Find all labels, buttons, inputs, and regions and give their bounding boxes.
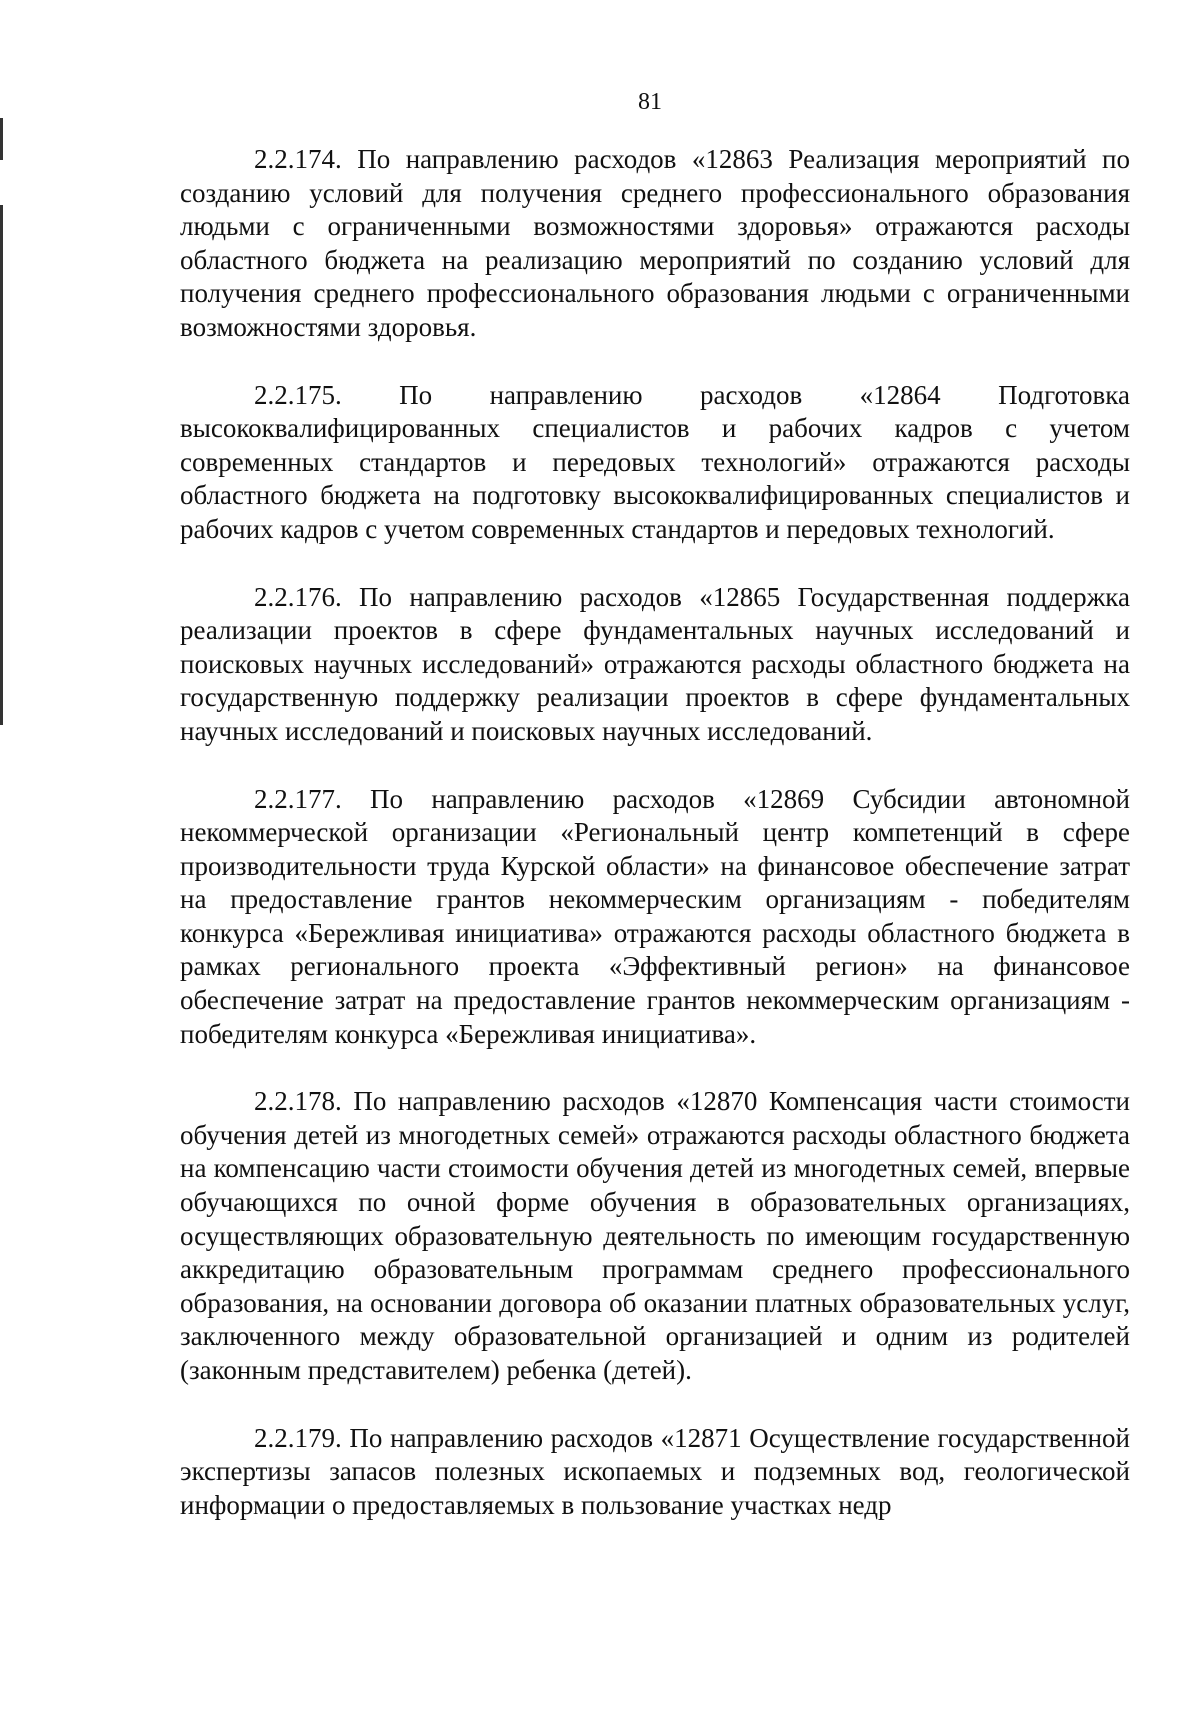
page-number: 81 bbox=[638, 89, 662, 115]
scan-edge-mark bbox=[0, 118, 3, 160]
paragraph-2-2-174: 2.2.174. По направлению расходов «12863 Реализация мероприятий по созданию условий для получения среднего профессионального образования людьми с ограниченными возможностями здоровья» отражаются расходы областного бюджета на реализацию мероприятий по созданию условий для получения среднего профессионального образования людьми с ограниченными возможностями здоровья. bbox=[180, 144, 1130, 342]
paragraph-2-2-176: 2.2.176. По направлению расходов «12865 Государственная поддержка реализации проектов в сфере фундаментальных научных исследований и поисковых научных исследований» отражаются расходы областного бюджета на государственную поддержку реализации проектов в сфере фундаментальных научных исследований и поисковых научных исследований. bbox=[180, 581, 1130, 746]
paragraph-2-2-175: 2.2.175. По направлению расходов «12864 Подготовка высококвалифицированных специалистов и рабочих кадров с учетом современных стандартов и передовых технологий» отражаются расходы областного бюджета на подготовку высококвалифицированных специалистов и рабочих кадров с учетом современных стандартов и передовых технологий. bbox=[180, 379, 1130, 544]
document-body bbox=[180, 143, 1130, 1556]
scan-edge-mark bbox=[0, 205, 3, 725]
paragraph-2-2-179: 2.2.179. По направлению расходов «12871 Осуществление государственной экспертизы запасов полезных ископаемых и подземных вод, геологической информации о предоставляемых в пользование участках недр bbox=[180, 1422, 1130, 1520]
paragraph-2-2-177: 2.2.177. По направлению расходов «12869 Субсидии автономной некоммерческой организации «Региональный центр компетенций в сфере производительности труда Курской области» на финансовое обеспечение затрат на предоставление грантов некоммерческим организациям - победителям конкурса «Бережливая инициатива» отражаются расходы областного бюджета в рамках регионального проекта «Эффективный регион» на финансовое обеспечение затрат на предоставление грантов некоммерческим организациям - победителям конкурса «Бережливая инициатива». bbox=[180, 783, 1130, 1049]
paragraph-2-2-178: 2.2.178. По направлению расходов «12870 Компенсация части стоимости обучения детей из многодетных семей» отражаются расходы областного бюджета на компенсацию части стоимости обучения детей из многодетных семей, впервые обучающихся по очной форме обучения в образовательных организациях, осуществляющих образовательную деятельность по имеющим государственную аккредитацию образовательным программам среднего профессионального образования, на основании договора об оказании платных образовательных услуг, заключенного между образовательной организацией и одним из родителей (законным представителем) ребенка (детей). bbox=[180, 1086, 1130, 1385]
